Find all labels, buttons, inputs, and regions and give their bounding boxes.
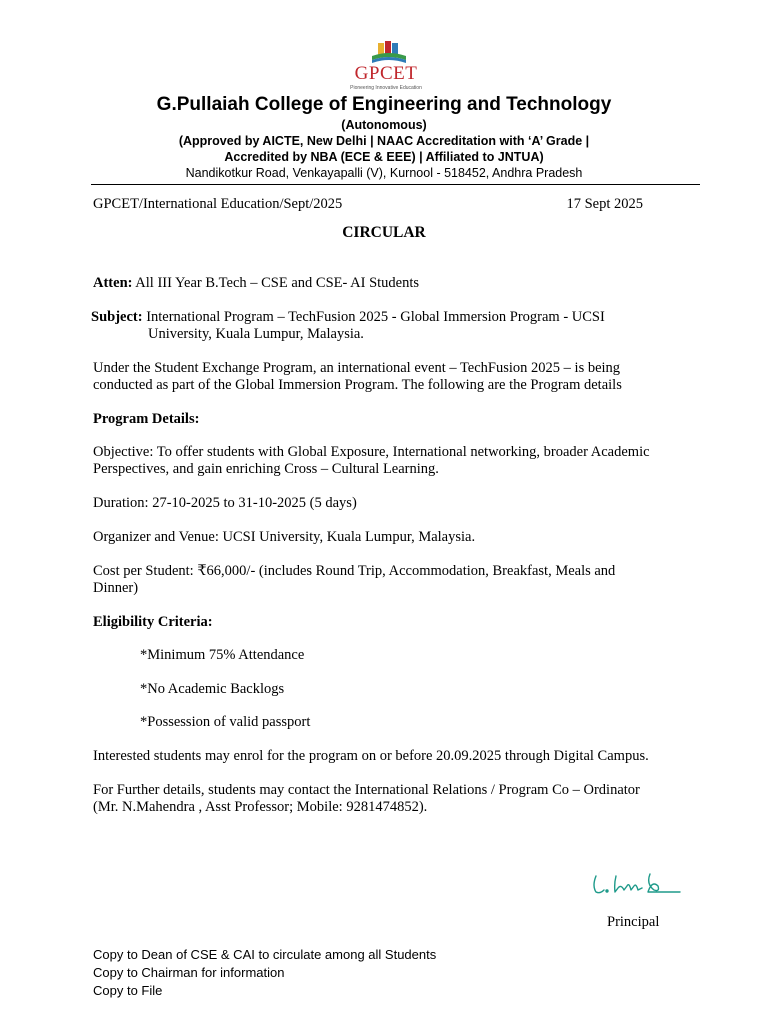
eligibility-heading: Eligibility Criteria:: [93, 614, 213, 630]
eligibility-item: *Minimum 75% Attendance: [140, 647, 305, 663]
principal-title: Principal: [607, 914, 660, 930]
reference-number: GPCET/International Education/Sept/2025: [93, 196, 343, 212]
college-name: G.Pullaiah College of Engineering and Technology: [156, 94, 612, 115]
college-address: Nandikotkur Road, Venkayapalli (V), Kurnool - 518452, Andhra Pradesh: [185, 166, 583, 180]
eligibility-item: *Possession of valid passport: [140, 714, 311, 730]
venue-line: Organizer and Venue: UCSI University, Kuala Lumpur, Malaysia.: [93, 529, 476, 545]
copy-line: Copy to File: [93, 983, 163, 998]
program-details-heading: Program Details:: [93, 411, 200, 427]
circular-date: 17 Sept 2025: [566, 196, 643, 212]
circular-title: CIRCULAR: [342, 224, 426, 241]
principal-signature: [588, 866, 688, 900]
logo-text: GPCET: [354, 63, 418, 84]
cost-line-1: Cost per Student: ₹66,000/- (includes Round Trip, Accommodation, Breakfast, Meals and: [93, 563, 616, 579]
copy-line: Copy to Chairman for information: [93, 965, 285, 980]
college-logo-icon: [368, 41, 410, 65]
eligibility-item: *No Academic Backlogs: [140, 681, 285, 697]
enrol-line: Interested students may enrol for the program on or before 20.09.2025 through Digital Campus.: [93, 748, 649, 764]
objective-line-2: Perspectives, and gain enriching Cross – Cultural Learning.: [93, 461, 439, 477]
subject-label: Subject:: [91, 309, 143, 325]
subject-text-1: International Program – TechFusion 2025 - Global Immersion Program - UCSI: [146, 309, 605, 325]
attention-line: [93, 275, 419, 292]
attention-label: Atten:: [93, 275, 133, 291]
subject-line: [91, 309, 605, 326]
intro-line-2: conducted as part of the Global Immersion Program. The following are the Program details: [93, 377, 622, 393]
duration-line: Duration: 27-10-2025 to 31-10-2025 (5 days): [93, 495, 357, 511]
attention-text: All III Year B.Tech – CSE and CSE- AI Students: [135, 275, 420, 291]
approval-line-2: Accredited by NBA (ECE & EEE) | Affiliated to JNTUA): [224, 150, 544, 164]
intro-line-1: Under the Student Exchange Program, an international event – TechFusion 2025 – is being: [93, 360, 621, 376]
contact-line-2: (Mr. N.Mahendra , Asst Professor; Mobile: 9281474852).: [93, 799, 428, 815]
approval-line-1: (Approved by AICTE, New Delhi | NAAC Accreditation with ‘A’ Grade |: [178, 134, 590, 148]
copy-line: Copy to Dean of CSE & CAI to circulate among all Students: [93, 947, 437, 962]
cost-line-2: Dinner): [93, 580, 139, 596]
contact-line-1: For Further details, students may contact the International Relations / Program Co – Ordinator: [93, 782, 640, 798]
autonomous-status: (Autonomous): [341, 118, 427, 132]
header-divider: [91, 184, 700, 185]
objective-line-1: Objective: To offer students with Global Exposure, International networking, broader Academic: [93, 444, 650, 460]
subject-text-2: University, Kuala Lumpur, Malaysia.: [148, 326, 364, 342]
logo-tagline: Pioneering Innovative Education: [350, 85, 422, 91]
